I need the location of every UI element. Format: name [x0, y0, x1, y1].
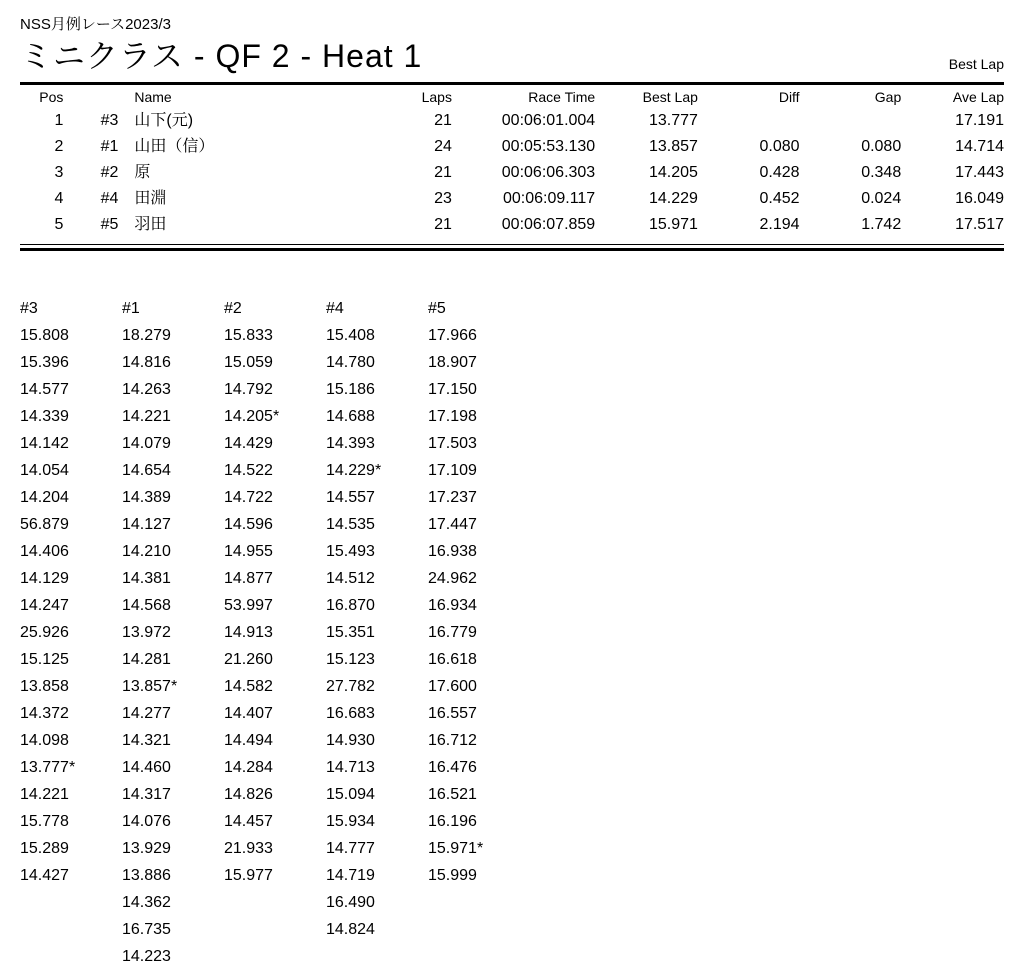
lap-time: 14.263: [122, 381, 171, 398]
lap-time: 14.210: [122, 543, 171, 560]
lap-time: 13.886: [122, 867, 171, 884]
lap-time: 14.826: [224, 786, 273, 803]
lap-column-car-label: #5: [428, 300, 446, 317]
lap-time: 16.196: [428, 813, 477, 830]
cell-best-lap: 13.857: [648, 138, 698, 155]
column-header-name: Name: [134, 89, 172, 105]
lap-time: 14.816: [122, 354, 171, 371]
lap-time: 15.059: [224, 354, 273, 371]
lap-column-car-label: #2: [224, 300, 242, 317]
lap-time: 14.522: [224, 462, 273, 479]
cell-best-lap: 14.229: [648, 190, 698, 207]
cell-laps: 23: [434, 190, 452, 207]
lap-time: 14.406: [20, 543, 69, 560]
lap-time: 14.596: [224, 516, 273, 533]
lap-time: 17.447: [428, 516, 477, 533]
lap-time: 14.142: [20, 435, 69, 452]
lap-time: 13.929: [122, 840, 171, 857]
lap-time: 16.683: [326, 705, 375, 722]
lap-time: 14.494: [224, 732, 273, 749]
cell-gap: [800, 108, 902, 134]
lap-time: 17.600: [428, 678, 477, 695]
lap-time: 14.381: [122, 570, 171, 587]
lap-time: 17.503: [428, 435, 477, 452]
lap-time: 15.396: [20, 354, 69, 371]
lap-time: 14.429: [224, 435, 273, 452]
cell-diff: 0.428: [759, 164, 800, 181]
cell-gap: 0.080: [861, 138, 902, 155]
lap-time: 14.930: [326, 732, 375, 749]
lap-time: 16.938: [428, 543, 477, 560]
lap-time: 14.688: [326, 408, 375, 425]
cell-gap: 0.348: [861, 164, 902, 181]
lap-time: 13.972: [122, 624, 171, 641]
lap-time: 13.858: [20, 678, 69, 695]
cell-diff: [698, 108, 800, 134]
lap-time: 14.098: [20, 732, 69, 749]
lap-time: 14.281: [122, 651, 171, 668]
column-header-ave-lap: Ave Lap: [952, 89, 1004, 105]
cell-car: #2: [100, 164, 119, 181]
lap-time: 16.618: [428, 651, 477, 668]
lap-time: 14.824: [326, 921, 375, 938]
table-row: [20, 186, 1004, 212]
lap-time: 18.279: [122, 327, 171, 344]
cell-car: #4: [100, 190, 119, 207]
lap-time: 14.372: [20, 705, 69, 722]
best-lap-label: Best Lap: [948, 56, 1004, 72]
lap-time: 16.557: [428, 705, 477, 722]
column-header-gap: Gap: [874, 89, 902, 105]
column-header-laps: Laps: [421, 89, 452, 105]
lap-time: 14.247: [20, 597, 69, 614]
lap-time: 14.079: [122, 435, 171, 452]
results-table: [20, 85, 1004, 238]
cell-best-lap: 14.205: [648, 164, 698, 181]
lap-time: 14.457: [224, 813, 273, 830]
lap-time: 14.076: [122, 813, 171, 830]
lap-time: 14.321: [122, 732, 171, 749]
table-row: [20, 212, 1004, 238]
column-header-car: [63, 85, 134, 108]
lap-time: 15.971*: [428, 840, 484, 857]
lap-time: 17.237: [428, 489, 477, 506]
lap-time: 16.521: [428, 786, 477, 803]
event-title: NSS月例レース2023/3: [20, 16, 171, 33]
table-header-row: [20, 85, 1004, 108]
lap-time: 14.777: [326, 840, 375, 857]
lap-time: 15.999: [428, 867, 477, 884]
lap-time: 25.926: [20, 624, 69, 641]
cell-pos: 2: [54, 138, 64, 155]
lap-time: 16.779: [428, 624, 477, 641]
table-row: [20, 160, 1004, 186]
lap-time: 27.782: [326, 678, 375, 695]
cell-car: #3: [100, 112, 119, 129]
lap-time: 14.339: [20, 408, 69, 425]
lap-time: 15.808: [20, 327, 69, 344]
cell-car: #5: [100, 216, 119, 233]
column-header-diff: Diff: [778, 89, 800, 105]
lap-column-car-4: [326, 295, 428, 970]
lap-time: 14.223: [122, 948, 171, 965]
lap-time: 14.955: [224, 543, 273, 560]
lap-column-car-label: #4: [326, 300, 344, 317]
lap-time: 15.186: [326, 381, 375, 398]
lap-time: 21.933: [224, 840, 273, 857]
cell-laps: 21: [434, 112, 452, 129]
cell-pos: 4: [54, 190, 64, 207]
lap-time: 14.221: [20, 786, 69, 803]
lap-time: 18.907: [428, 354, 477, 371]
lap-time: 15.408: [326, 327, 375, 344]
lap-time: 17.198: [428, 408, 477, 425]
lap-time: 14.317: [122, 786, 171, 803]
lap-time: 14.713: [326, 759, 375, 776]
lap-time: 14.427: [20, 867, 69, 884]
title-row: [20, 36, 1004, 76]
lap-time: 15.493: [326, 543, 375, 560]
cell-race-time: 00:05:53.130: [501, 138, 596, 155]
cell-best-lap: 15.971: [648, 216, 698, 233]
table-row: [20, 108, 1004, 134]
cell-ave-lap: 14.714: [955, 138, 1004, 155]
race-title: ミニクラス - QF 2 - Heat 1: [20, 38, 423, 74]
cell-gap: 0.024: [861, 190, 902, 207]
lap-time: 15.351: [326, 624, 375, 641]
lap-time: 14.204: [20, 489, 69, 506]
cell-diff: 0.452: [759, 190, 800, 207]
cell-pos: 1: [54, 112, 64, 129]
lap-time: 14.557: [326, 489, 375, 506]
lap-time: 15.778: [20, 813, 69, 830]
cell-name: 山田（信）: [134, 138, 215, 155]
lap-time: 14.393: [326, 435, 375, 452]
lap-time: 14.877: [224, 570, 273, 587]
lap-time: 15.289: [20, 840, 69, 857]
lap-time: 56.879: [20, 516, 69, 533]
lap-time: 15.977: [224, 867, 273, 884]
lap-time: 14.284: [224, 759, 273, 776]
lap-time: 24.962: [428, 570, 477, 587]
lap-time: 14.654: [122, 462, 171, 479]
cell-ave-lap: 17.443: [955, 164, 1004, 181]
lap-time: 15.125: [20, 651, 69, 668]
lap-times-block: [20, 295, 1004, 970]
lap-time: 14.568: [122, 597, 171, 614]
lap-time: 14.129: [20, 570, 69, 587]
lap-column-car-2: [122, 295, 224, 970]
lap-time: 17.109: [428, 462, 477, 479]
lap-time: 17.966: [428, 327, 477, 344]
lap-time: 14.780: [326, 354, 375, 371]
lap-time: 14.722: [224, 489, 273, 506]
lap-time: 53.997: [224, 597, 273, 614]
lap-time: 16.490: [326, 894, 375, 911]
column-header-race-time: Race Time: [528, 89, 596, 105]
cell-diff: 0.080: [759, 138, 800, 155]
lap-time: 14.512: [326, 570, 375, 587]
lap-time: 14.577: [20, 381, 69, 398]
cell-race-time: 00:06:06.303: [501, 164, 596, 181]
column-header-best-lap: Best Lap: [642, 89, 698, 105]
cell-pos: 3: [54, 164, 64, 181]
cell-diff: 2.194: [759, 216, 800, 233]
lap-time: 13.777*: [20, 759, 76, 776]
lap-time: 14.362: [122, 894, 171, 911]
lap-time: 16.870: [326, 597, 375, 614]
cell-laps: 21: [434, 164, 452, 181]
lap-time: 14.389: [122, 489, 171, 506]
lap-time: 21.260: [224, 651, 273, 668]
cell-laps: 21: [434, 216, 452, 233]
cell-best-lap: 13.777: [648, 112, 698, 129]
cell-gap: 1.742: [861, 216, 902, 233]
lap-time: 17.150: [428, 381, 477, 398]
lap-column-car-1: [20, 295, 122, 970]
results-table-head: [20, 85, 1004, 108]
lap-time: 14.127: [122, 516, 171, 533]
lap-time: 14.792: [224, 381, 273, 398]
lap-time: 15.123: [326, 651, 375, 668]
results-table-body: [20, 108, 1004, 238]
cell-name: 山下(元): [134, 112, 194, 129]
cell-race-time: 00:06:09.117: [502, 190, 596, 207]
lap-time: 16.712: [428, 732, 477, 749]
lap-column-car-5: [428, 295, 530, 970]
cell-pos: 5: [54, 216, 64, 233]
lap-time: 14.205*: [224, 408, 280, 425]
header: [20, 0, 1004, 76]
cell-ave-lap: 17.517: [955, 216, 1004, 233]
lap-column-car-label: #3: [20, 300, 38, 317]
lap-time: 16.476: [428, 759, 477, 776]
lap-time: 15.094: [326, 786, 375, 803]
lap-time: 14.719: [326, 867, 375, 884]
cell-name: 羽田: [134, 216, 167, 233]
cell-race-time: 00:06:01.004: [501, 112, 596, 129]
lap-time: 15.833: [224, 327, 273, 344]
cell-race-time: 00:06:07.859: [501, 216, 596, 233]
lap-time: 16.934: [428, 597, 477, 614]
lap-column-car-3: [224, 295, 326, 970]
lap-time: 14.535: [326, 516, 375, 533]
column-header-pos: Pos: [39, 89, 64, 105]
lap-time: 14.460: [122, 759, 171, 776]
cell-laps: 24: [434, 138, 452, 155]
lap-time: 14.582: [224, 678, 273, 695]
cell-name: 田淵: [134, 190, 167, 207]
lap-time: 14.277: [122, 705, 171, 722]
lap-time: 14.229*: [326, 462, 382, 479]
lap-time: 14.913: [224, 624, 273, 641]
lap-column-car-label: #1: [122, 300, 140, 317]
lap-time: 16.735: [122, 921, 171, 938]
lap-time: 14.054: [20, 462, 69, 479]
lap-time: 15.934: [326, 813, 375, 830]
cell-ave-lap: 17.191: [955, 112, 1004, 129]
lap-time: 14.221: [122, 408, 171, 425]
cell-ave-lap: 16.049: [955, 190, 1004, 207]
cell-name: 原: [134, 164, 151, 181]
lap-time: 14.407: [224, 705, 273, 722]
divider-bottom-thin: [20, 244, 1004, 245]
table-row: [20, 134, 1004, 160]
cell-car: #1: [100, 138, 119, 155]
divider-bottom-thick: [20, 248, 1004, 251]
lap-time: 13.857*: [122, 678, 178, 695]
